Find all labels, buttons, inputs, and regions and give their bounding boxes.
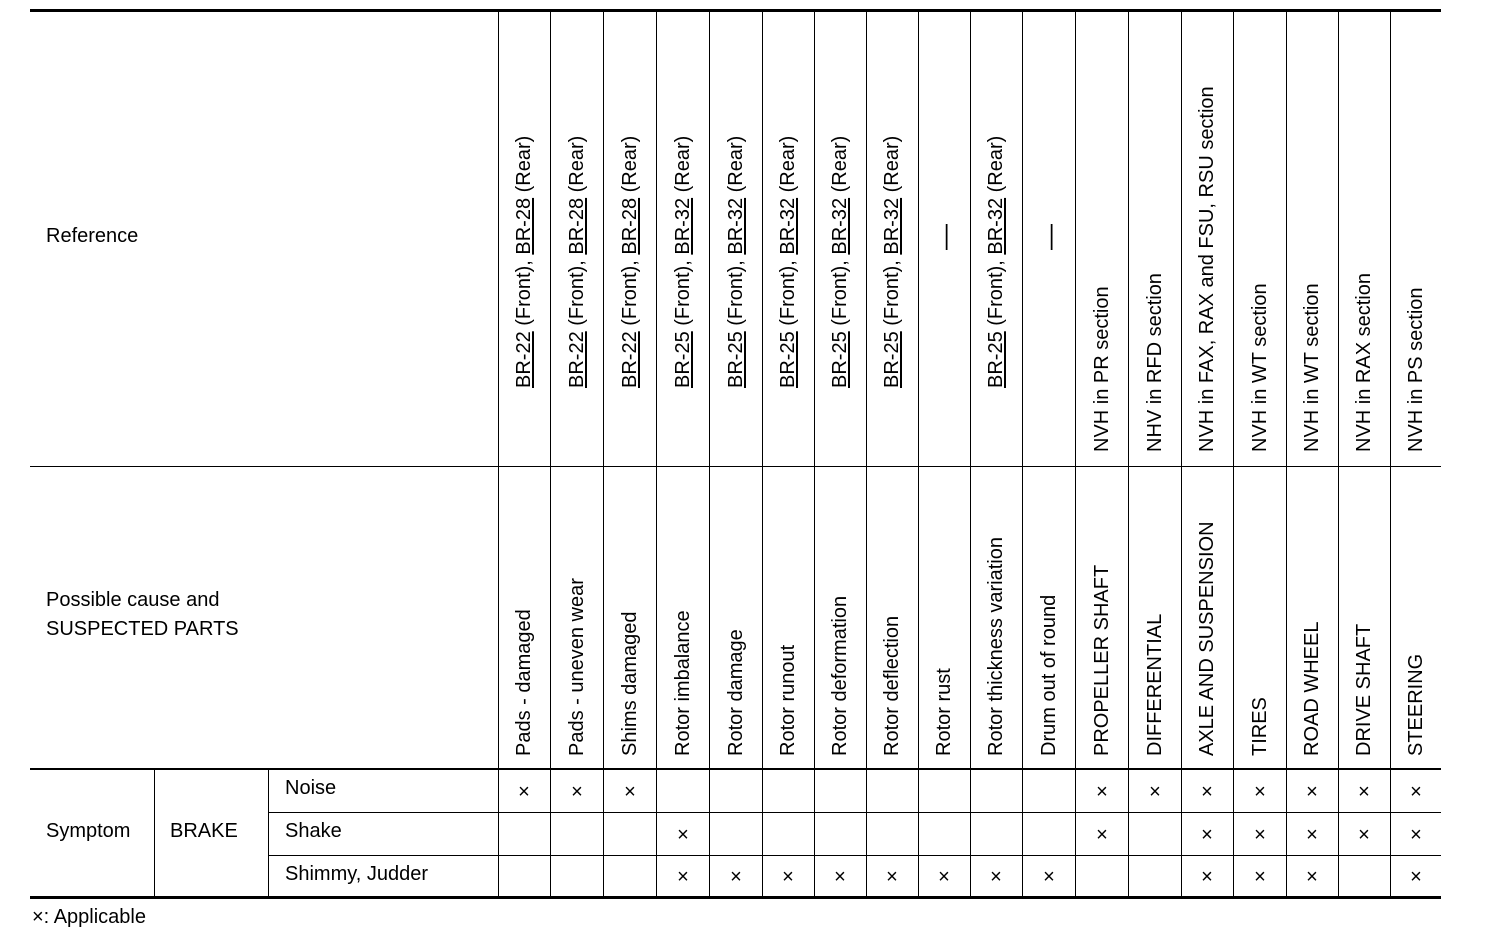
reference-cell: BR-25 (Front), BR-32 (Rear): [672, 135, 694, 388]
applicable-mark: ×: [1201, 781, 1213, 803]
possible-cause-header-line1: Possible cause and: [46, 589, 220, 611]
column-divider: [970, 11, 971, 769]
column-divider: [656, 11, 657, 769]
column-divider: [762, 11, 763, 769]
applicable-mark: ×: [1358, 824, 1370, 846]
applicable-mark: ×: [677, 824, 689, 846]
column-divider: [866, 769, 867, 897]
symptom-label: Symptom: [46, 820, 131, 842]
applicable-mark: ×: [571, 781, 583, 803]
applicable-legend: ×: Applicable: [32, 906, 146, 928]
column-divider: [918, 769, 919, 897]
column-divider: [1390, 11, 1391, 769]
column-divider: [1075, 769, 1076, 897]
column-divider: [656, 769, 657, 897]
applicable-mark: ×: [1358, 781, 1370, 803]
suspected-part-cell: ROAD WHEEL: [1301, 621, 1323, 756]
suspected-part-cell: Shims damaged: [619, 611, 641, 756]
symptom-row-label: Shake: [285, 820, 342, 842]
column-divider: [1286, 11, 1287, 769]
suspected-part-cell: Rotor thickness variation: [985, 537, 1007, 756]
column-divider: [550, 11, 551, 769]
column-divider: [603, 11, 604, 769]
applicable-mark: ×: [1410, 781, 1422, 803]
row-divider: [268, 812, 1441, 813]
applicable-mark: ×: [1410, 866, 1422, 888]
reference-header: Reference: [46, 225, 139, 247]
column-divider: [1128, 11, 1129, 769]
column-divider: [1181, 769, 1182, 897]
column-divider: [1286, 769, 1287, 897]
row-divider: [268, 855, 1441, 856]
applicable-mark: ×: [1254, 866, 1266, 888]
column-divider: [814, 769, 815, 897]
reference-cell: NVH in PR section: [1091, 286, 1113, 452]
applicable-mark: ×: [1149, 781, 1161, 803]
applicable-mark: ×: [938, 866, 950, 888]
applicable-mark: ×: [1096, 781, 1108, 803]
table-bottom-border: [30, 896, 1441, 899]
applicable-mark: ×: [1254, 824, 1266, 846]
reference-cell: BR-22 (Front), BR-28 (Rear): [513, 135, 535, 388]
applicable-mark: ×: [1043, 866, 1055, 888]
reference-cell: —: [1034, 224, 1064, 250]
column-divider: [1233, 769, 1234, 897]
applicable-mark: ×: [730, 866, 742, 888]
reference-cell: NVH in FAX, RAX and FSU, RSU section: [1196, 86, 1218, 452]
column-divider: [603, 769, 604, 897]
suspected-part-cell: Drum out of round: [1038, 594, 1060, 756]
suspected-part-cell: Rotor imbalance: [672, 610, 694, 756]
suspected-part-cell: DRIVE SHAFT: [1353, 623, 1375, 756]
applicable-mark: ×: [782, 866, 794, 888]
applicable-mark: ×: [624, 781, 636, 803]
suspected-parts-header-line2: SUSPECTED PARTS: [46, 618, 239, 640]
column-divider: [550, 769, 551, 897]
suspected-part-cell: AXLE AND SUSPENSION: [1196, 521, 1218, 756]
column-divider: [762, 769, 763, 897]
column-divider: [814, 11, 815, 769]
reference-cell: BR-25 (Front), BR-32 (Rear): [829, 135, 851, 388]
reference-cell: NVH in WT section: [1301, 283, 1323, 452]
applicable-mark: ×: [518, 781, 530, 803]
reference-cell: NVH in PS section: [1405, 287, 1427, 452]
suspected-part-cell: PROPELLER SHAFT: [1091, 564, 1113, 756]
suspected-part-cell: TIRES: [1249, 697, 1271, 756]
applicable-mark: ×: [1306, 866, 1318, 888]
column-divider: [709, 11, 710, 769]
suspected-part-cell: Rotor damage: [725, 629, 747, 756]
column-divider: [1181, 11, 1182, 769]
table-top-border: [30, 9, 1441, 12]
applicable-mark: ×: [1201, 824, 1213, 846]
suspected-part-cell: Rotor deformation: [829, 595, 851, 756]
column-divider: [709, 769, 710, 897]
suspected-part-cell: Rotor runout: [777, 644, 799, 756]
reference-cell: NHV in RFD section: [1144, 273, 1166, 452]
applicable-mark: ×: [677, 866, 689, 888]
column-divider: [1128, 769, 1129, 897]
applicable-mark: ×: [1306, 781, 1318, 803]
column-divider: [498, 11, 499, 769]
column-divider: [1338, 769, 1339, 897]
reference-cell: —: [929, 224, 959, 250]
group-column-divider: [268, 769, 269, 897]
applicable-mark: ×: [834, 866, 846, 888]
column-divider: [970, 769, 971, 897]
symptom-area-top-border: [30, 768, 1441, 770]
column-divider: [866, 11, 867, 769]
suspected-part-cell: DIFFERENTIAL: [1144, 613, 1166, 756]
suspected-part-cell: STEERING: [1405, 653, 1427, 756]
symptom-row-label: Shimmy, Judder: [285, 863, 429, 885]
suspected-part-cell: Rotor rust: [933, 668, 955, 756]
brake-group-label: BRAKE: [170, 820, 238, 842]
reference-cell: BR-25 (Front), BR-32 (Rear): [881, 135, 903, 388]
column-divider: [1233, 11, 1234, 769]
reference-cell: BR-25 (Front), BR-32 (Rear): [985, 135, 1007, 388]
applicable-mark: ×: [886, 866, 898, 888]
reference-row-divider: [30, 466, 1441, 467]
column-divider: [498, 769, 499, 897]
symptom-row-label: Noise: [285, 777, 337, 799]
column-divider: [1338, 11, 1339, 769]
reference-cell: NVH in RAX section: [1353, 273, 1375, 452]
applicable-mark: ×: [1306, 824, 1318, 846]
applicable-mark: ×: [990, 866, 1002, 888]
column-divider: [918, 11, 919, 769]
reference-cell: BR-25 (Front), BR-32 (Rear): [725, 135, 747, 388]
applicable-mark: ×: [1254, 781, 1266, 803]
suspected-part-cell: Pads - uneven wear: [566, 578, 588, 756]
column-divider: [1390, 769, 1391, 897]
reference-cell: NVH in WT section: [1249, 283, 1271, 452]
column-divider: [1022, 11, 1023, 769]
applicable-mark: ×: [1096, 824, 1108, 846]
applicable-mark: ×: [1410, 824, 1422, 846]
suspected-part-cell: Pads - damaged: [513, 609, 535, 756]
suspected-part-cell: Rotor deflection: [881, 615, 903, 756]
reference-cell: BR-25 (Front), BR-32 (Rear): [777, 135, 799, 388]
applicable-mark: ×: [1201, 866, 1213, 888]
reference-cell: BR-22 (Front), BR-28 (Rear): [619, 135, 641, 388]
symptom-column-divider: [154, 769, 155, 897]
column-divider: [1022, 769, 1023, 897]
column-divider: [1075, 11, 1076, 769]
reference-cell: BR-22 (Front), BR-28 (Rear): [566, 135, 588, 388]
